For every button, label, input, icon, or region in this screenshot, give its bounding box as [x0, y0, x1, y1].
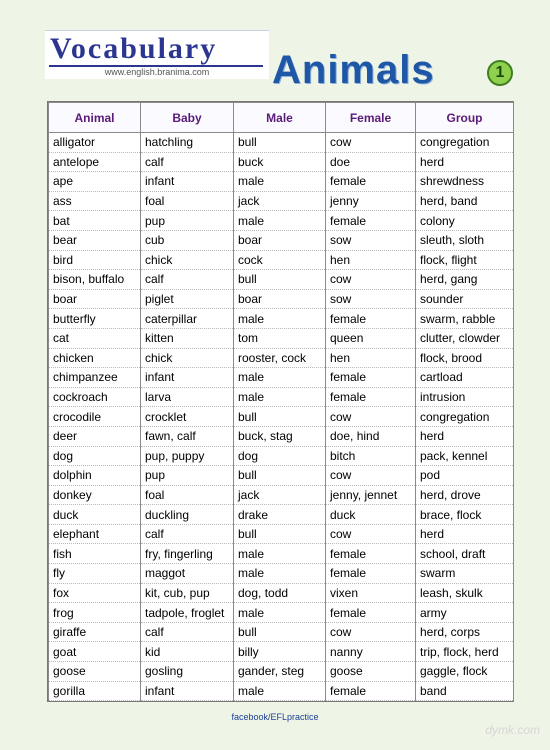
table-row	[49, 172, 514, 192]
cell-baby: duckling	[141, 505, 234, 525]
cell-male: jack	[234, 191, 326, 211]
cell-female: duck	[326, 505, 416, 525]
cell-male: male	[234, 309, 326, 329]
table-row	[49, 544, 514, 564]
cell-female: cow	[326, 133, 416, 153]
table-body	[49, 133, 514, 701]
cell-animal: fly	[49, 564, 141, 584]
cell-baby: larva	[141, 387, 234, 407]
table-row	[49, 309, 514, 329]
table-row	[49, 583, 514, 603]
cell-male: boar	[234, 289, 326, 309]
watermark: dymk.com	[485, 723, 540, 737]
cell-male: male	[234, 368, 326, 388]
logo-url: www.english.branima.com	[104, 67, 210, 77]
cell-female: jenny	[326, 191, 416, 211]
cell-baby: caterpillar	[141, 309, 234, 329]
cell-male: rooster, cock	[234, 348, 326, 368]
cell-baby: maggot	[141, 564, 234, 584]
cell-group: flock, flight	[416, 250, 514, 270]
cell-group: herd	[416, 152, 514, 172]
cell-group: herd, band	[416, 191, 514, 211]
cell-male: bull	[234, 524, 326, 544]
cell-group: school, draft	[416, 544, 514, 564]
cell-female: hen	[326, 250, 416, 270]
cell-baby: infant	[141, 368, 234, 388]
cell-female: goose	[326, 662, 416, 682]
cell-baby: crocklet	[141, 407, 234, 427]
cell-group: sleuth, sloth	[416, 230, 514, 250]
column-header-female: Female	[326, 103, 416, 133]
table-row	[49, 466, 514, 486]
table-row	[49, 328, 514, 348]
cell-baby: fry, fingerling	[141, 544, 234, 564]
cell-baby: hatchling	[141, 133, 234, 153]
cell-baby: gosling	[141, 662, 234, 682]
cell-group: congregation	[416, 133, 514, 153]
table-row	[49, 642, 514, 662]
cell-female: cow	[326, 270, 416, 290]
cell-animal: bat	[49, 211, 141, 231]
cell-male: male	[234, 681, 326, 701]
cell-male: male	[234, 544, 326, 564]
cell-animal: giraffe	[49, 622, 141, 642]
cell-animal: chicken	[49, 348, 141, 368]
table-row	[49, 426, 514, 446]
cell-baby: chick	[141, 348, 234, 368]
cell-female: queen	[326, 328, 416, 348]
cell-group: shrewdness	[416, 172, 514, 192]
cell-baby: piglet	[141, 289, 234, 309]
cell-female: female	[326, 211, 416, 231]
cell-male: male	[234, 211, 326, 231]
cell-animal: crocodile	[49, 407, 141, 427]
cell-male: dog	[234, 446, 326, 466]
page-title: Animals	[272, 48, 435, 92]
cell-baby: calf	[141, 270, 234, 290]
table-row	[49, 133, 514, 153]
cell-male: male	[234, 387, 326, 407]
table-row	[49, 407, 514, 427]
table-row	[49, 622, 514, 642]
cell-female: doe	[326, 152, 416, 172]
cell-animal: frog	[49, 603, 141, 623]
cell-animal: bison, buffalo	[49, 270, 141, 290]
cell-male: buck, stag	[234, 426, 326, 446]
cell-animal: cockroach	[49, 387, 141, 407]
cell-female: female	[326, 309, 416, 329]
cell-group: intrusion	[416, 387, 514, 407]
cell-animal: donkey	[49, 485, 141, 505]
cell-baby: infant	[141, 172, 234, 192]
cell-group: brace, flock	[416, 505, 514, 525]
table-row	[49, 387, 514, 407]
cell-female: doe, hind	[326, 426, 416, 446]
cell-male: bull	[234, 270, 326, 290]
cell-male: billy	[234, 642, 326, 662]
cell-animal: goose	[49, 662, 141, 682]
cell-group: sounder	[416, 289, 514, 309]
cell-male: male	[234, 564, 326, 584]
cell-baby: kitten	[141, 328, 234, 348]
cell-baby: kid	[141, 642, 234, 662]
cell-group: herd, corps	[416, 622, 514, 642]
cell-baby: fawn, calf	[141, 426, 234, 446]
table-row	[49, 681, 514, 701]
cell-baby: pup	[141, 466, 234, 486]
cell-animal: chimpanzee	[49, 368, 141, 388]
cell-baby: calf	[141, 152, 234, 172]
cell-baby: infant	[141, 681, 234, 701]
cell-animal: alligator	[49, 133, 141, 153]
table-header-row	[49, 103, 514, 133]
cell-group: swarm, rabble	[416, 309, 514, 329]
cell-male: gander, steg	[234, 662, 326, 682]
logo	[45, 30, 269, 79]
cell-baby: chick	[141, 250, 234, 270]
cell-baby: calf	[141, 524, 234, 544]
cell-group: gaggle, flock	[416, 662, 514, 682]
cell-female: hen	[326, 348, 416, 368]
cell-male: dog, todd	[234, 583, 326, 603]
cell-female: cow	[326, 524, 416, 544]
cell-female: sow	[326, 230, 416, 250]
cell-group: leash, skulk	[416, 583, 514, 603]
cell-group: pod	[416, 466, 514, 486]
column-header-group: Group	[416, 103, 514, 133]
cell-animal: dolphin	[49, 466, 141, 486]
cell-group: herd, gang	[416, 270, 514, 290]
page-number-badge: 1	[487, 60, 513, 86]
cell-animal: dog	[49, 446, 141, 466]
cell-group: colony	[416, 211, 514, 231]
cell-female: female	[326, 603, 416, 623]
cell-group: congregation	[416, 407, 514, 427]
table-row	[49, 250, 514, 270]
cell-female: cow	[326, 622, 416, 642]
cell-female: vixen	[326, 583, 416, 603]
cell-animal: fox	[49, 583, 141, 603]
cell-female: female	[326, 544, 416, 564]
cell-female: female	[326, 564, 416, 584]
cell-animal: bird	[49, 250, 141, 270]
cell-animal: ape	[49, 172, 141, 192]
table-row	[49, 524, 514, 544]
cell-group: band	[416, 681, 514, 701]
cell-baby: cub	[141, 230, 234, 250]
footer-text: facebook/EFLpractice	[231, 712, 319, 722]
cell-group: cartload	[416, 368, 514, 388]
table-row	[49, 230, 514, 250]
cell-baby: foal	[141, 191, 234, 211]
cell-animal: duck	[49, 505, 141, 525]
cell-baby: pup, puppy	[141, 446, 234, 466]
cell-animal: fish	[49, 544, 141, 564]
cell-animal: deer	[49, 426, 141, 446]
cell-animal: butterfly	[49, 309, 141, 329]
cell-group: army	[416, 603, 514, 623]
cell-male: drake	[234, 505, 326, 525]
cell-female: female	[326, 172, 416, 192]
table-row	[49, 270, 514, 290]
cell-group: herd	[416, 524, 514, 544]
cell-baby: kit, cub, pup	[141, 583, 234, 603]
cell-animal: bear	[49, 230, 141, 250]
cell-male: bull	[234, 622, 326, 642]
cell-male: male	[234, 603, 326, 623]
cell-baby: tadpole, froglet	[141, 603, 234, 623]
cell-male: boar	[234, 230, 326, 250]
cell-baby: foal	[141, 485, 234, 505]
table-row	[49, 485, 514, 505]
cell-female: female	[326, 387, 416, 407]
cell-female: sow	[326, 289, 416, 309]
cell-female: female	[326, 368, 416, 388]
cell-group: herd	[416, 426, 514, 446]
table-row	[49, 662, 514, 682]
table-row	[49, 289, 514, 309]
cell-baby: pup	[141, 211, 234, 231]
vocabulary-table	[47, 101, 514, 702]
table-row	[49, 603, 514, 623]
cell-group: swarm	[416, 564, 514, 584]
cell-animal: elephant	[49, 524, 141, 544]
cell-animal: antelope	[49, 152, 141, 172]
cell-male: tom	[234, 328, 326, 348]
cell-female: nanny	[326, 642, 416, 662]
cell-animal: gorilla	[49, 681, 141, 701]
logo-wordmark: Vocabulary	[50, 32, 218, 65]
cell-male: bull	[234, 407, 326, 427]
cell-group: clutter, clowder	[416, 328, 514, 348]
table-row	[49, 505, 514, 525]
cell-animal: goat	[49, 642, 141, 662]
cell-animal: ass	[49, 191, 141, 211]
table-row	[49, 152, 514, 172]
column-header-baby: Baby	[141, 103, 234, 133]
cell-female: jenny, jennet	[326, 485, 416, 505]
cell-female: cow	[326, 407, 416, 427]
cell-female: cow	[326, 466, 416, 486]
cell-male: buck	[234, 152, 326, 172]
column-header-male: Male	[234, 103, 326, 133]
table-row	[49, 564, 514, 584]
table-row	[49, 348, 514, 368]
cell-male: bull	[234, 133, 326, 153]
table-row	[49, 446, 514, 466]
cell-group: flock, brood	[416, 348, 514, 368]
cell-animal: cat	[49, 328, 141, 348]
table-row	[49, 191, 514, 211]
column-header-animal: Animal	[49, 103, 141, 133]
cell-male: bull	[234, 466, 326, 486]
cell-female: female	[326, 681, 416, 701]
cell-baby: calf	[141, 622, 234, 642]
cell-male: cock	[234, 250, 326, 270]
table-row	[49, 211, 514, 231]
cell-animal: boar	[49, 289, 141, 309]
cell-male: male	[234, 172, 326, 192]
cell-male: jack	[234, 485, 326, 505]
table-row	[49, 368, 514, 388]
cell-group: pack, kennel	[416, 446, 514, 466]
cell-group: herd, drove	[416, 485, 514, 505]
cell-female: bitch	[326, 446, 416, 466]
cell-group: trip, flock, herd	[416, 642, 514, 662]
